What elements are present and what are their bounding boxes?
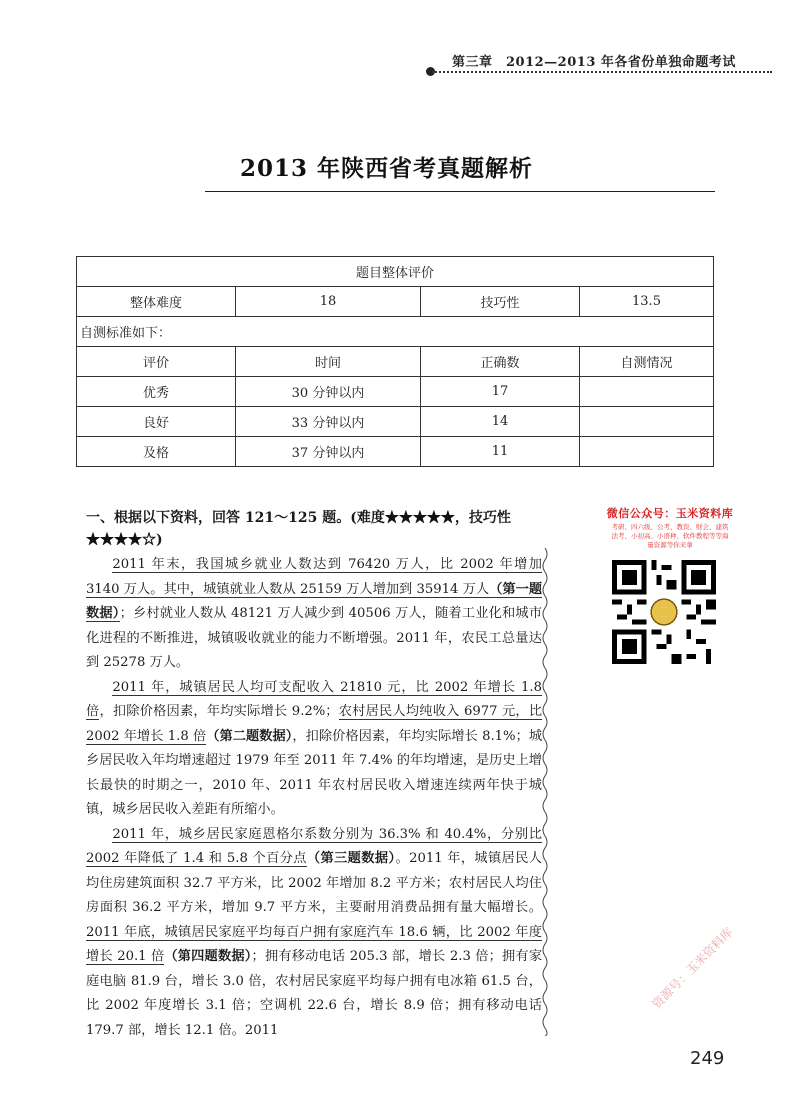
data-tag: （第四题数据） [164,949,252,964]
column-header: 评价 [77,347,236,377]
self-check-cell [580,407,714,437]
table-row [77,407,714,437]
paragraph-text: ；拥有移动电话 205.3 部，增长 2.3 倍；拥有家庭电脑 81.9 台，增长 3.0 倍，农村居民家庭平均每户拥有电冰箱 61.5 台，比 2002 年度增长 3.1 倍；空调机 22.6 台，增长 8.9 倍；拥有移动电话 179.7 部，增长 12.1 倍。2011 [86,949,543,1038]
margin-wavy-line [541,548,549,1036]
data-tag: （第三题数据） [306,851,396,866]
underlined-text: 2011 年末，我国城乡就业人数达到 76420 万人，比 2002 年增加 3140 万人。其中，城镇就业人数从 25159 万人增加到 35914 万人 [86,557,542,597]
page-title: 2013 年陕西省考真题解析 [240,155,534,182]
promo-description [590,523,750,550]
level-cell: 及格 [77,437,236,467]
difficulty-value: 18 [236,287,421,317]
data-tag: （第二题数据） [206,728,293,744]
column-header: 时间 [236,347,421,377]
table-row [77,377,714,407]
paragraph-text: ，扣除价格因素，年均实际增长 9.2%； [99,704,339,719]
promo-title: 微信公众号：玉米资料库 [606,507,734,520]
skill-stars: ★★★★☆ [86,532,156,548]
question-heading-text: 一、根据以下资料，回答 121～125 题。(难度 [86,510,385,526]
correct-cell: 14 [421,407,580,437]
page-number: 249 [690,1048,725,1069]
correct-cell: 11 [421,437,580,467]
underlined-text: 农村居民人均纯收入 6977 元，比 2002 年增长 1.8 倍 [86,704,543,744]
underlined-text: 2011 年，城镇居民人均可支配收入 21810 元，比 2002 年增长 1.8 倍 [86,679,542,719]
promo-panel [590,505,750,670]
watermark: 资源号：玉米资料库 [649,925,736,1012]
evaluation-caption: 题目整体评价 [77,257,714,287]
skill-label: 技巧性 [421,287,580,317]
level-cell: 良好 [77,407,236,437]
column-header: 正确数 [421,347,580,377]
paragraph-1 [86,553,542,676]
header-dotted-rule [432,71,772,73]
underlined-text: 2011 年底，城镇居民家庭平均每百户拥有家庭汽车 18.6 辆，比 2002 年度增长 20.1 倍 [86,924,542,964]
time-cell: 30 分钟以内 [236,377,421,407]
promo-line: 量资源等你来拿 [647,541,693,549]
question-heading [86,507,550,551]
promo-line: 法考、小初高、小语种、软件教程等等海 [611,532,729,540]
heading-close: ) [156,532,163,548]
time-cell: 37 分钟以内 [236,437,421,467]
paragraph-text: 。2011 年，城镇居民人均住房建筑面积 32.7 平方米，比 2002 年增加 8.2 平方米；农村居民人均住房面积 36.2 平方米，增加 9.7 平方米，主要耐用消费品拥有量大幅增长。 [86,851,542,915]
qr-code-icon [612,560,716,664]
underlined-text: 2011 年，城乡居民家庭恩格尔系数分别为 36.3% 和 40.4%，分别比 2002 年降低了 1.4 和 5.8 个百分点 [86,826,542,866]
table-row [77,437,714,467]
chapter-title: 第三章 2012—2013 年各省份单独命题考试 [452,55,736,70]
data-tag: （第一题数据） [86,581,543,621]
skill-label-text: ，技巧性 [454,510,511,526]
column-header: 自测情况 [580,347,714,377]
title-underline [205,191,715,192]
time-cell: 33 分钟以内 [236,407,421,437]
correct-cell: 17 [421,377,580,407]
table-header-row [77,347,714,377]
difficulty-stars: ★★★★★ [384,510,455,526]
paragraph-3 [86,823,542,1044]
level-cell: 优秀 [77,377,236,407]
paragraph-2 [86,676,542,823]
passage [86,553,542,1043]
promo-line: 考研、四六级、公考、教资、财会、建筑 [611,523,729,531]
self-check-cell [580,437,714,467]
difficulty-label: 整体难度 [77,287,236,317]
self-test-note: 自测标准如下： [77,317,714,347]
self-check-cell [580,377,714,407]
paragraph-text: ；乡村就业人数从 48121 万人减少到 40506 万人，随着工业化和城市化进程的不断推进，城镇吸收就业的能力不断增强。2011 年，农民工总量达到 25278 万人。 [86,606,543,670]
evaluation-table [76,256,714,467]
paragraph-text: ，扣除价格因素，年均实际增长 8.1%；城乡居民收入年均增速超过 1979 年至 2011 年 7.4% 的年均增速，是历史上增长最快的时期之一，2010 年、2011 年农村居民收入增速连续两年快于城镇，城乡居民收入差距有所缩小。 [86,728,543,817]
skill-value: 13.5 [580,287,714,317]
